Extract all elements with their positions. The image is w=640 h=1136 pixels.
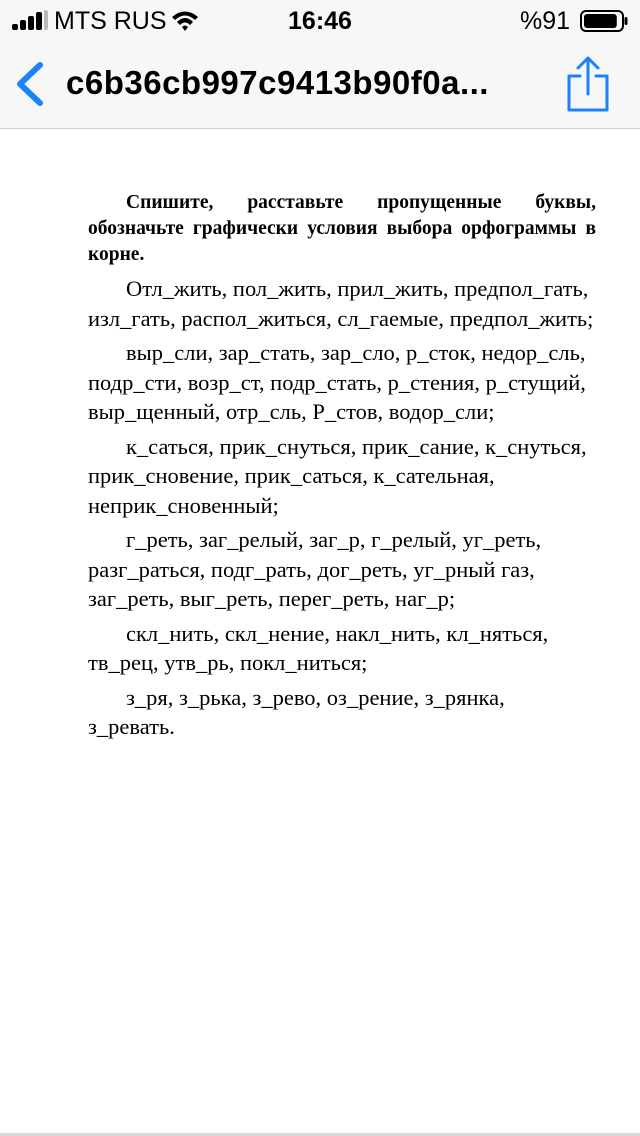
battery-icon	[580, 10, 628, 32]
exercise-paragraph: Отл_жить, пол_жить, прил_жить, предпол_гать, изл_гать, распол_житься, сл_гаемые, предпол_жить;	[88, 276, 594, 331]
clock: 16:46	[288, 7, 352, 35]
status-bar	[0, 0, 640, 40]
document-page	[88, 190, 596, 747]
exercise-paragraph: з_ря, з_рька, з_рево, оз_рение, з_рянка, з_ревать.	[88, 684, 505, 739]
navigation-bar	[0, 40, 640, 129]
battery-percentage: %91	[520, 7, 571, 35]
share-icon	[569, 58, 607, 110]
exercise-paragraph: г_реть, заг_релый, заг_р, г_релый, уг_реть, разг_раться, подг_рать, дог_реть, уг_рный газ, заг_реть, выг_реть, перег_реть, наг_р;	[88, 527, 542, 611]
chevron-left-icon	[20, 65, 40, 103]
exercise-paragraph: скл_нить, скл_нение, накл_нить, кл_няться, тв_рец, утв_рь, покл_ниться;	[88, 620, 549, 675]
carrier-name: MTS RUS	[54, 7, 167, 35]
exercise-paragraph: выр_сли, зар_стать, зар_сло, р_сток, недор_сль, подр_сти, возр_ст, подр_стать, р_стения, р_стущий, выр_щенный, отр_сль, Р_стов, водор_сли;	[88, 340, 586, 424]
exercise-paragraph: к_саться, прик_снуться, прик_сание, к_снуться, прик_сновение, прик_саться, к_сательная, неприк_сновенный;	[88, 433, 587, 518]
share-button[interactable]	[566, 56, 610, 112]
task-instruction: Спишите, расставьте пропущенные буквы, обозначьте графически условия выбора орфограммы в корне.	[88, 192, 596, 265]
back-button[interactable]	[14, 62, 48, 106]
document-title: c6b36cb997c9413b90f0a...	[66, 64, 489, 101]
